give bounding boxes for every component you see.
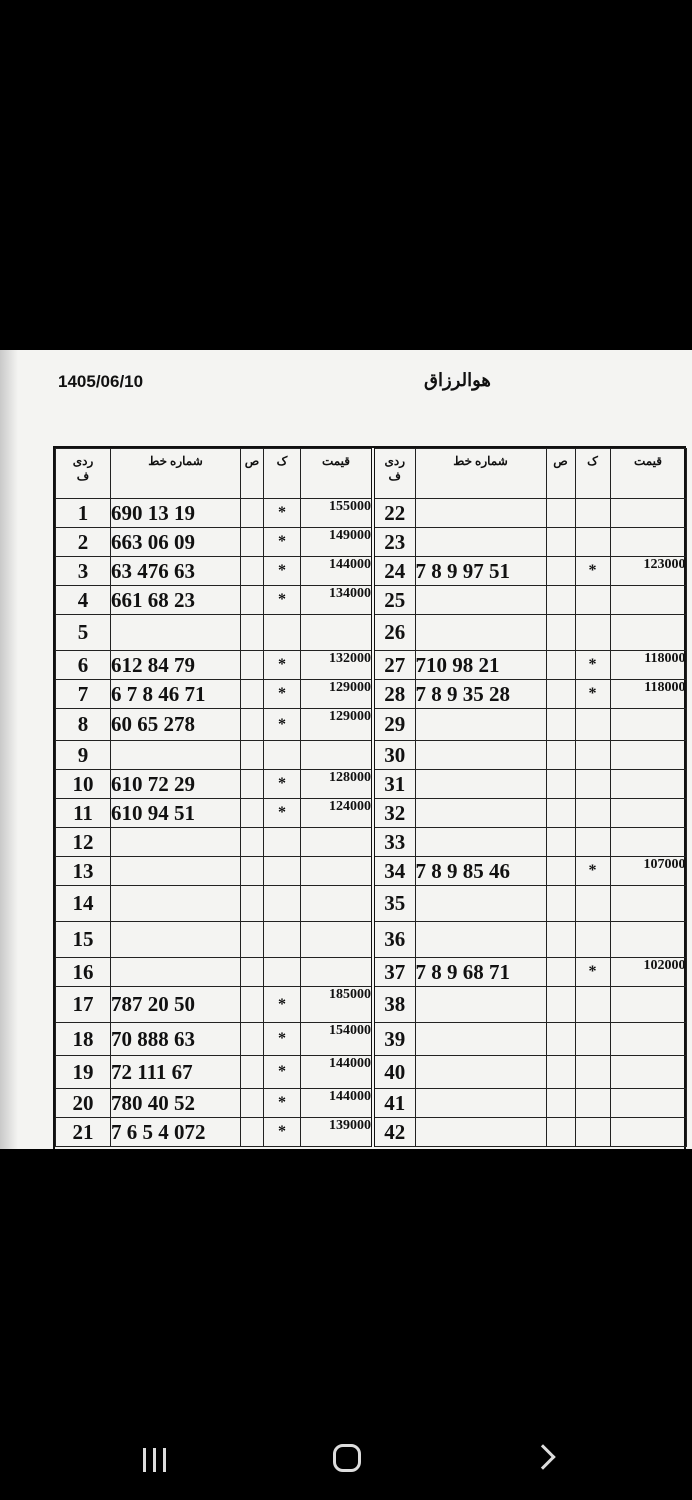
mark-cell: * — [264, 1056, 301, 1089]
table-row — [56, 741, 372, 770]
table-row — [56, 770, 372, 799]
mark-cell — [575, 1023, 610, 1056]
col-s-cell — [241, 770, 264, 799]
mark-cell: * — [264, 557, 301, 586]
price-table-left — [55, 448, 372, 1147]
table-row — [56, 709, 372, 741]
header-row-number: ردی ف — [373, 449, 415, 499]
android-nav-bar — [0, 1410, 692, 1500]
header-row-number: ردی ف — [56, 449, 111, 499]
line-number — [415, 799, 546, 828]
row-number: 41 — [373, 1089, 415, 1118]
col-s-cell — [546, 741, 575, 770]
row-number: 17 — [56, 987, 111, 1023]
mark-cell: * — [264, 987, 301, 1023]
table-row — [373, 799, 686, 828]
line-number: 610 72 29 — [111, 770, 241, 799]
table-row — [56, 651, 372, 680]
mark-cell — [575, 799, 610, 828]
table-row — [373, 886, 686, 922]
line-number: 7 8 9 85 46 — [415, 857, 546, 886]
mark-cell — [264, 922, 301, 958]
row-number: 29 — [373, 709, 415, 741]
col-s-cell — [241, 557, 264, 586]
col-s-cell — [241, 1118, 264, 1147]
mark-cell — [264, 857, 301, 886]
col-s-cell — [241, 741, 264, 770]
mark-cell — [575, 586, 610, 615]
price-cell — [301, 886, 372, 922]
price-cell — [610, 499, 686, 528]
mark-cell: * — [264, 499, 301, 528]
row-number: 13 — [56, 857, 111, 886]
line-number — [111, 857, 241, 886]
line-number — [415, 615, 546, 651]
table-row — [373, 1118, 686, 1147]
line-number: 7 8 9 97 51 — [415, 557, 546, 586]
mark-cell: * — [264, 528, 301, 557]
mark-cell — [575, 615, 610, 651]
col-s-cell — [546, 1023, 575, 1056]
table-header-row — [56, 449, 372, 499]
mark-cell — [575, 709, 610, 741]
col-s-cell — [546, 528, 575, 557]
mark-cell: * — [264, 680, 301, 709]
mark-cell — [575, 1089, 610, 1118]
mark-cell: * — [575, 958, 610, 987]
header-k: ک — [264, 449, 301, 499]
price-cell: 144000 — [301, 557, 372, 586]
line-number: 663 06 09 — [111, 528, 241, 557]
row-number: 21 — [56, 1118, 111, 1147]
col-s-cell — [546, 586, 575, 615]
col-s-cell — [241, 586, 264, 615]
price-cell: 118000 — [610, 680, 686, 709]
line-number — [415, 828, 546, 857]
row-number: 14 — [56, 886, 111, 922]
header-price: قیمت — [301, 449, 372, 499]
price-cell: 134000 — [301, 586, 372, 615]
mark-cell — [264, 886, 301, 922]
price-cell — [610, 709, 686, 741]
price-cell: 107000 — [610, 857, 686, 886]
price-cell: 128000 — [301, 770, 372, 799]
back-icon[interactable] — [534, 1446, 554, 1466]
row-number: 33 — [373, 828, 415, 857]
table-row — [373, 1056, 686, 1089]
table-row — [56, 1118, 372, 1147]
col-s-cell — [546, 958, 575, 987]
price-cell: 129000 — [301, 709, 372, 741]
line-number: 7 8 9 35 28 — [415, 680, 546, 709]
table-row — [56, 528, 372, 557]
col-s-cell — [241, 651, 264, 680]
header-line-number: شماره خط — [415, 449, 546, 499]
mark-cell: * — [264, 770, 301, 799]
line-number: 72 111 67 — [111, 1056, 241, 1089]
table-row — [373, 741, 686, 770]
mark-cell — [575, 1118, 610, 1147]
mark-cell — [575, 1056, 610, 1089]
price-cell: 185000 — [301, 987, 372, 1023]
price-cell: 155000 — [301, 499, 372, 528]
line-number — [111, 741, 241, 770]
document-heading: هوالرزاق — [424, 370, 491, 390]
mark-cell — [264, 615, 301, 651]
line-number — [415, 886, 546, 922]
document-date: 1405/06/10 — [58, 372, 144, 391]
col-s-cell — [546, 987, 575, 1023]
price-cell: 154000 — [301, 1023, 372, 1056]
row-number: 35 — [373, 886, 415, 922]
row-number: 27 — [373, 651, 415, 680]
line-number — [111, 958, 241, 987]
table-row — [373, 828, 686, 857]
price-cell — [610, 1118, 686, 1147]
line-number — [415, 770, 546, 799]
line-number — [415, 987, 546, 1023]
col-s-cell — [241, 615, 264, 651]
col-s-cell — [546, 828, 575, 857]
row-number: 42 — [373, 1118, 415, 1147]
row-number: 26 — [373, 615, 415, 651]
col-s-cell — [241, 987, 264, 1023]
price-cell: 123000 — [610, 557, 686, 586]
price-cell — [610, 528, 686, 557]
price-cell: 144000 — [301, 1089, 372, 1118]
line-number — [111, 828, 241, 857]
price-cell: 129000 — [301, 680, 372, 709]
line-number — [415, 1023, 546, 1056]
col-s-cell — [546, 770, 575, 799]
row-number: 23 — [373, 528, 415, 557]
col-s-cell — [241, 709, 264, 741]
table-header-row — [373, 449, 686, 499]
line-number: 610 94 51 — [111, 799, 241, 828]
row-number: 16 — [56, 958, 111, 987]
table-row — [373, 922, 686, 958]
mark-cell — [575, 886, 610, 922]
line-number: 6 7 8 46 71 — [111, 680, 241, 709]
table-row — [373, 499, 686, 528]
page-edge-shadow — [0, 350, 18, 1149]
table-row — [56, 1089, 372, 1118]
price-sheet — [53, 446, 686, 1149]
table-row — [56, 958, 372, 987]
price-cell: 139000 — [301, 1118, 372, 1147]
row-number: 10 — [56, 770, 111, 799]
home-icon[interactable] — [333, 1444, 361, 1472]
line-number: 60 65 278 — [111, 709, 241, 741]
mark-cell: * — [264, 586, 301, 615]
row-number: 15 — [56, 922, 111, 958]
line-number — [415, 1118, 546, 1147]
header-price: قیمت — [610, 449, 686, 499]
mark-cell: * — [575, 680, 610, 709]
col-s-cell — [546, 557, 575, 586]
row-number: 2 — [56, 528, 111, 557]
table-row — [56, 886, 372, 922]
price-cell — [610, 770, 686, 799]
col-s-cell — [546, 1118, 575, 1147]
row-number: 24 — [373, 557, 415, 586]
row-number: 37 — [373, 958, 415, 987]
table-row — [373, 615, 686, 651]
line-number: 690 13 19 — [111, 499, 241, 528]
line-number: 710 98 21 — [415, 651, 546, 680]
table-row — [373, 528, 686, 557]
mark-cell: * — [575, 857, 610, 886]
price-cell — [610, 741, 686, 770]
col-s-cell — [546, 651, 575, 680]
mark-cell — [264, 741, 301, 770]
mark-cell — [575, 770, 610, 799]
table-row — [56, 680, 372, 709]
table-row — [56, 586, 372, 615]
header-line-number: شماره خط — [111, 449, 241, 499]
table-row — [56, 1056, 372, 1089]
mark-cell: * — [575, 557, 610, 586]
row-number: 4 — [56, 586, 111, 615]
mark-cell — [575, 741, 610, 770]
line-number — [111, 922, 241, 958]
price-cell — [301, 857, 372, 886]
line-number — [415, 741, 546, 770]
col-s-cell — [546, 799, 575, 828]
col-s-cell — [241, 857, 264, 886]
price-cell — [301, 741, 372, 770]
table-row — [373, 1089, 686, 1118]
col-s-cell — [241, 1089, 264, 1118]
mark-cell — [575, 499, 610, 528]
line-number — [415, 1056, 546, 1089]
col-s-cell — [241, 799, 264, 828]
row-number: 1 — [56, 499, 111, 528]
col-s-cell — [546, 1056, 575, 1089]
mark-cell: * — [264, 651, 301, 680]
mark-cell: * — [264, 709, 301, 741]
row-number: 30 — [373, 741, 415, 770]
line-number — [111, 886, 241, 922]
mark-cell — [575, 987, 610, 1023]
price-cell — [610, 615, 686, 651]
table-row — [56, 615, 372, 651]
mark-cell — [575, 828, 610, 857]
col-s-cell — [546, 615, 575, 651]
mark-cell — [575, 922, 610, 958]
price-cell — [301, 615, 372, 651]
col-s-cell — [241, 1023, 264, 1056]
price-cell — [301, 958, 372, 987]
col-s-cell — [546, 886, 575, 922]
table-row — [56, 828, 372, 857]
price-cell — [301, 828, 372, 857]
line-number: 787 20 50 — [111, 987, 241, 1023]
mark-cell: * — [575, 651, 610, 680]
recent-apps-icon[interactable] — [140, 1444, 170, 1474]
line-number: 7 6 5 4 072 — [111, 1118, 241, 1147]
price-cell — [610, 586, 686, 615]
price-cell — [610, 987, 686, 1023]
row-number: 31 — [373, 770, 415, 799]
price-cell: 144000 — [301, 1056, 372, 1089]
row-number: 18 — [56, 1023, 111, 1056]
table-row — [373, 680, 686, 709]
col-s-cell — [546, 680, 575, 709]
line-number: 70 888 63 — [111, 1023, 241, 1056]
row-number: 34 — [373, 857, 415, 886]
row-number: 39 — [373, 1023, 415, 1056]
col-s-cell — [546, 857, 575, 886]
line-number: 63 476 63 — [111, 557, 241, 586]
row-number: 12 — [56, 828, 111, 857]
col-s-cell — [241, 828, 264, 857]
price-cell — [610, 828, 686, 857]
table-row — [56, 857, 372, 886]
line-number — [415, 1089, 546, 1118]
mark-cell: * — [264, 1118, 301, 1147]
table-row — [373, 857, 686, 886]
table-row — [373, 709, 686, 741]
line-number — [415, 528, 546, 557]
table-row — [56, 799, 372, 828]
table-row — [373, 770, 686, 799]
col-s-cell — [546, 1089, 575, 1118]
line-number — [415, 499, 546, 528]
row-number: 40 — [373, 1056, 415, 1089]
price-cell: 149000 — [301, 528, 372, 557]
line-number — [111, 615, 241, 651]
scanned-document — [0, 350, 692, 1149]
col-s-cell — [546, 499, 575, 528]
price-cell: 132000 — [301, 651, 372, 680]
mark-cell — [264, 828, 301, 857]
table-row — [56, 922, 372, 958]
row-number: 22 — [373, 499, 415, 528]
row-number: 36 — [373, 922, 415, 958]
mark-cell — [575, 528, 610, 557]
line-number — [415, 922, 546, 958]
mark-cell: * — [264, 1023, 301, 1056]
table-row — [373, 958, 686, 987]
table-row — [373, 557, 686, 586]
line-number: 612 84 79 — [111, 651, 241, 680]
col-s-cell — [241, 499, 264, 528]
mark-cell: * — [264, 1089, 301, 1118]
row-number: 28 — [373, 680, 415, 709]
price-cell — [610, 1056, 686, 1089]
price-cell: 124000 — [301, 799, 372, 828]
table-row — [56, 557, 372, 586]
mark-cell — [264, 958, 301, 987]
price-cell — [610, 799, 686, 828]
line-number: 7 8 9 68 71 — [415, 958, 546, 987]
row-number: 3 — [56, 557, 111, 586]
col-s-cell — [546, 709, 575, 741]
row-number: 19 — [56, 1056, 111, 1089]
mark-cell: * — [264, 799, 301, 828]
row-number: 7 — [56, 680, 111, 709]
row-number: 25 — [373, 586, 415, 615]
row-number: 6 — [56, 651, 111, 680]
col-s-cell — [241, 528, 264, 557]
table-row — [373, 1023, 686, 1056]
price-cell — [610, 886, 686, 922]
price-cell — [301, 922, 372, 958]
row-number: 9 — [56, 741, 111, 770]
line-number: 780 40 52 — [111, 1089, 241, 1118]
price-cell — [610, 1023, 686, 1056]
price-table-right — [371, 448, 687, 1147]
table-row — [373, 651, 686, 680]
price-cell: 102000 — [610, 958, 686, 987]
price-cell — [610, 922, 686, 958]
price-cell: 118000 — [610, 651, 686, 680]
col-s-cell — [241, 680, 264, 709]
table-row — [56, 499, 372, 528]
row-number: 38 — [373, 987, 415, 1023]
header-s: ص — [241, 449, 264, 499]
row-number: 11 — [56, 799, 111, 828]
table-row — [56, 1023, 372, 1056]
col-s-cell — [546, 922, 575, 958]
col-s-cell — [241, 886, 264, 922]
row-number: 5 — [56, 615, 111, 651]
row-number: 8 — [56, 709, 111, 741]
row-number: 20 — [56, 1089, 111, 1118]
table-row — [373, 987, 686, 1023]
table-row — [373, 586, 686, 615]
line-number — [415, 586, 546, 615]
header-s: ص — [546, 449, 575, 499]
line-number: 661 68 23 — [111, 586, 241, 615]
col-s-cell — [241, 958, 264, 987]
col-s-cell — [241, 1056, 264, 1089]
col-s-cell — [241, 922, 264, 958]
table-row — [56, 987, 372, 1023]
row-number: 32 — [373, 799, 415, 828]
price-cell — [610, 1089, 686, 1118]
line-number — [415, 709, 546, 741]
header-k: ک — [575, 449, 610, 499]
